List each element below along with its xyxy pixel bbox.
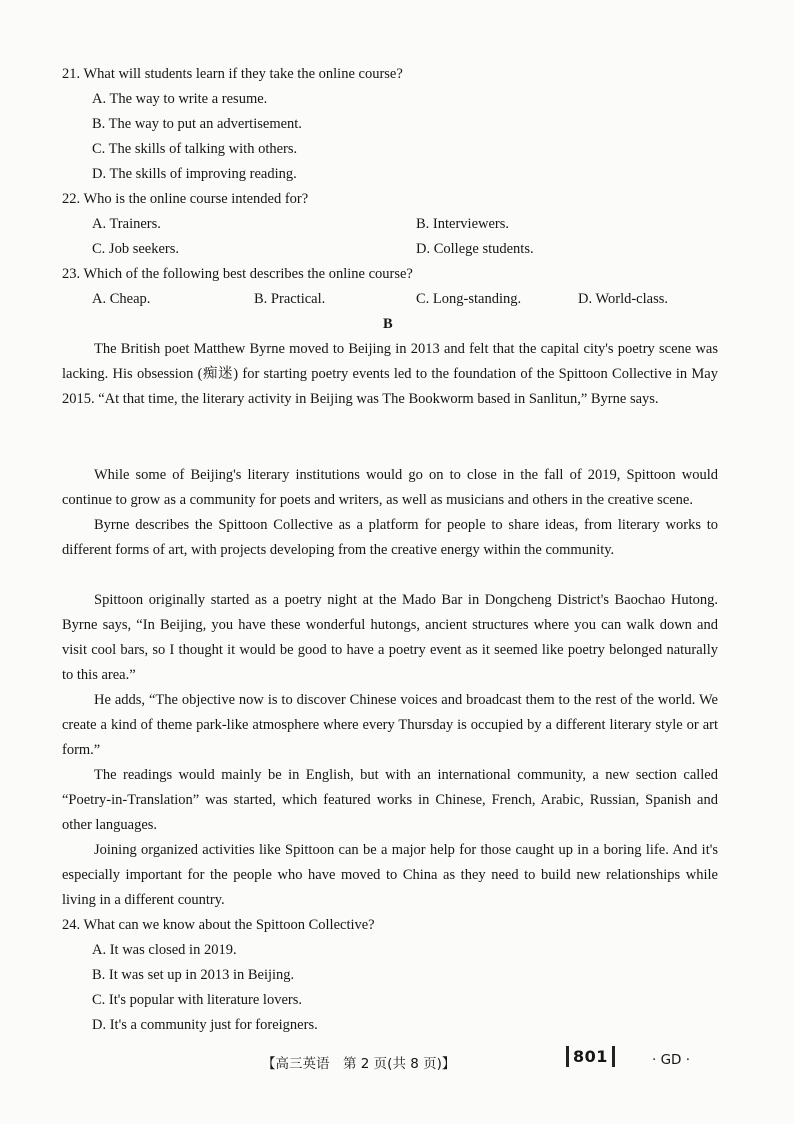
question-24-stem: 24. What can we know about the Spittoon Collective?: [62, 917, 375, 933]
question-22-stem: 22. Who is the online course intended for?: [62, 191, 309, 207]
passage-paragraph-6: The readings would mainly be in English, but with an international community, a new section called “Poetry-in-Translation” was started, which featured works in Chinese, French, Arabic, Russian, Spanish and other languages.: [62, 767, 718, 834]
question-21-option-c: C. The skills of talking with others.: [92, 141, 298, 157]
question-21-option-b: B. The way to put an advertisement.: [92, 116, 302, 132]
question-24-option-d: D. It's a community just for foreigners.: [92, 1017, 318, 1033]
section-letter: B: [383, 316, 393, 332]
page-number-label: 【高三英语 第 2 页(共 8 页)】: [262, 1056, 456, 1072]
question-22-option-c: C. Job seekers.: [92, 241, 179, 257]
exam-code: 801: [566, 1046, 615, 1067]
question-23-option-b: B. Practical.: [254, 291, 326, 307]
question-23-option-a: A. Cheap.: [92, 291, 151, 307]
question-21-option-d: D. The skills of improving reading.: [92, 166, 297, 182]
region-code: · GD ·: [652, 1052, 691, 1068]
question-24-option-a: A. It was closed in 2019.: [92, 942, 237, 958]
passage-paragraph-7: Joining organized activities like Spittoon can be a major help for those caught up in a boring life. And it's especially important for the people who have moved to China as they need to build new relationships while living in a different country.: [62, 842, 718, 909]
passage-paragraph-2: While some of Beijing's literary institutions would go on to close in the fall of 2019, Spittoon would continue to grow as a community for poets and writers, as well as musicians and others in the creative scene.: [62, 467, 718, 509]
question-23-option-c: C. Long-standing.: [416, 291, 522, 307]
question-23-option-d: D. World-class.: [578, 291, 668, 307]
question-22-option-d: D. College students.: [416, 241, 534, 257]
question-24-option-c: C. It's popular with literature lovers.: [92, 992, 302, 1008]
question-21-stem: 21. What will students learn if they take the online course?: [62, 66, 403, 82]
passage-paragraph-1: The British poet Matthew Byrne moved to Beijing in 2013 and felt that the capital city's poetry scene was lacking. His obsession (痴迷) for starting poetry events led to the foundation of the Spittoon Collective in May 2015. “At that time, the literary activity in Beijing was The Bookworm based in Sanlitun,” Byrne says.: [62, 341, 718, 408]
question-22-option-b: B. Interviewers.: [416, 216, 510, 232]
question-22-option-a: A. Trainers.: [92, 216, 161, 232]
question-24-option-b: B. It was set up in 2013 in Beijing.: [92, 967, 295, 983]
question-21-option-a: A. The way to write a resume.: [92, 91, 268, 107]
passage-paragraph-5: He adds, “The objective now is to discover Chinese voices and broadcast them to the rest of the world. We create a kind of theme park-like atmosphere where every Thursday is occupied by a different literary style or art form.”: [62, 692, 718, 759]
question-23-stem: 23. Which of the following best describes the online course?: [62, 266, 413, 282]
passage-paragraph-4: Spittoon originally started as a poetry night at the Mado Bar in Dongcheng District's Baochao Hutong. Byrne says, “In Beijing, you have these wonderful hutongs, ancient structures where you can walk down and visit cool bars, so I thought it would be good to have a poetry event as it seemed like poetry belonged naturally to this area.”: [62, 592, 718, 684]
passage-paragraph-3: Byrne describes the Spittoon Collective as a platform for people to share ideas, from literary works to different forms of art, with projects developing from the creative energy within the community.: [62, 517, 718, 559]
